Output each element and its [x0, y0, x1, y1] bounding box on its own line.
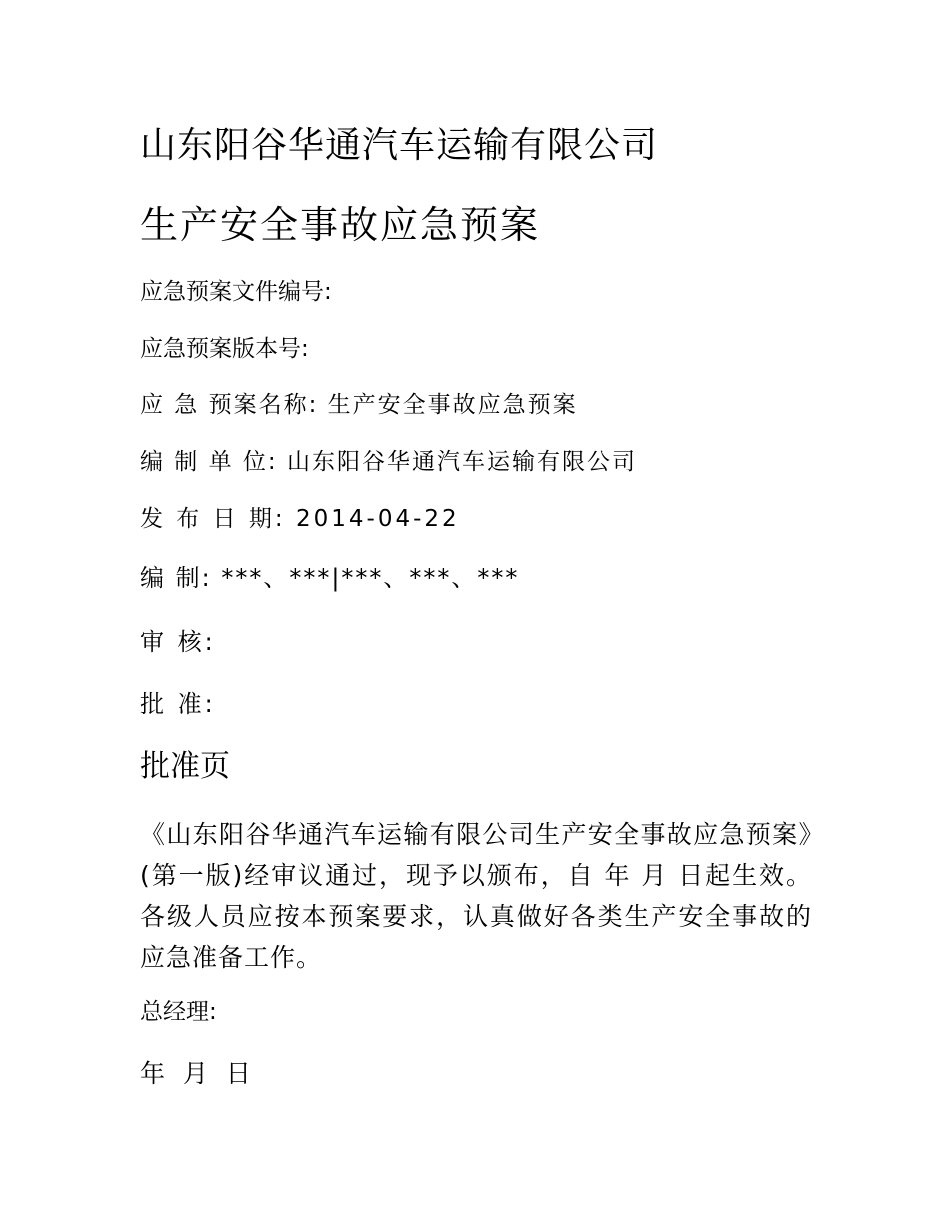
version-number-field: 应急预案版本号:	[140, 336, 309, 362]
plan-name-field: 应 急 预案名称: 生产安全事故应急预案	[140, 392, 578, 418]
approver-field: 批 准:	[140, 690, 216, 718]
reviewer-field: 审 核:	[140, 628, 216, 656]
unit-field: 编 制 单 位: 山东阳谷华通汽车运输有限公司	[140, 449, 637, 475]
plan-title: 生产安全事故应急预案	[140, 203, 541, 247]
company-title: 山东阳谷华通汽车运输有限公司	[140, 125, 659, 166]
compiler-field: 编 制: ***、***|***、***、***	[140, 564, 520, 592]
general-manager-label: 总经理:	[140, 999, 217, 1025]
date-line: 年 月 日	[140, 1059, 256, 1088]
approval-paragraph: 《山东阳谷华通汽车运输有限公司生产安全事故应急预案》(第一版)经审议通过，现予以颁布，自 年 月 日起生效。各级人员应按本预案要求，认真做好各类生产安全事故的应急准备工作。	[140, 820, 812, 972]
file-number-field: 应急预案文件编号:	[140, 279, 332, 305]
release-date-field: 发 布 日 期: 2014-04-22	[140, 506, 460, 532]
approval-page-heading: 批准页	[140, 749, 230, 784]
